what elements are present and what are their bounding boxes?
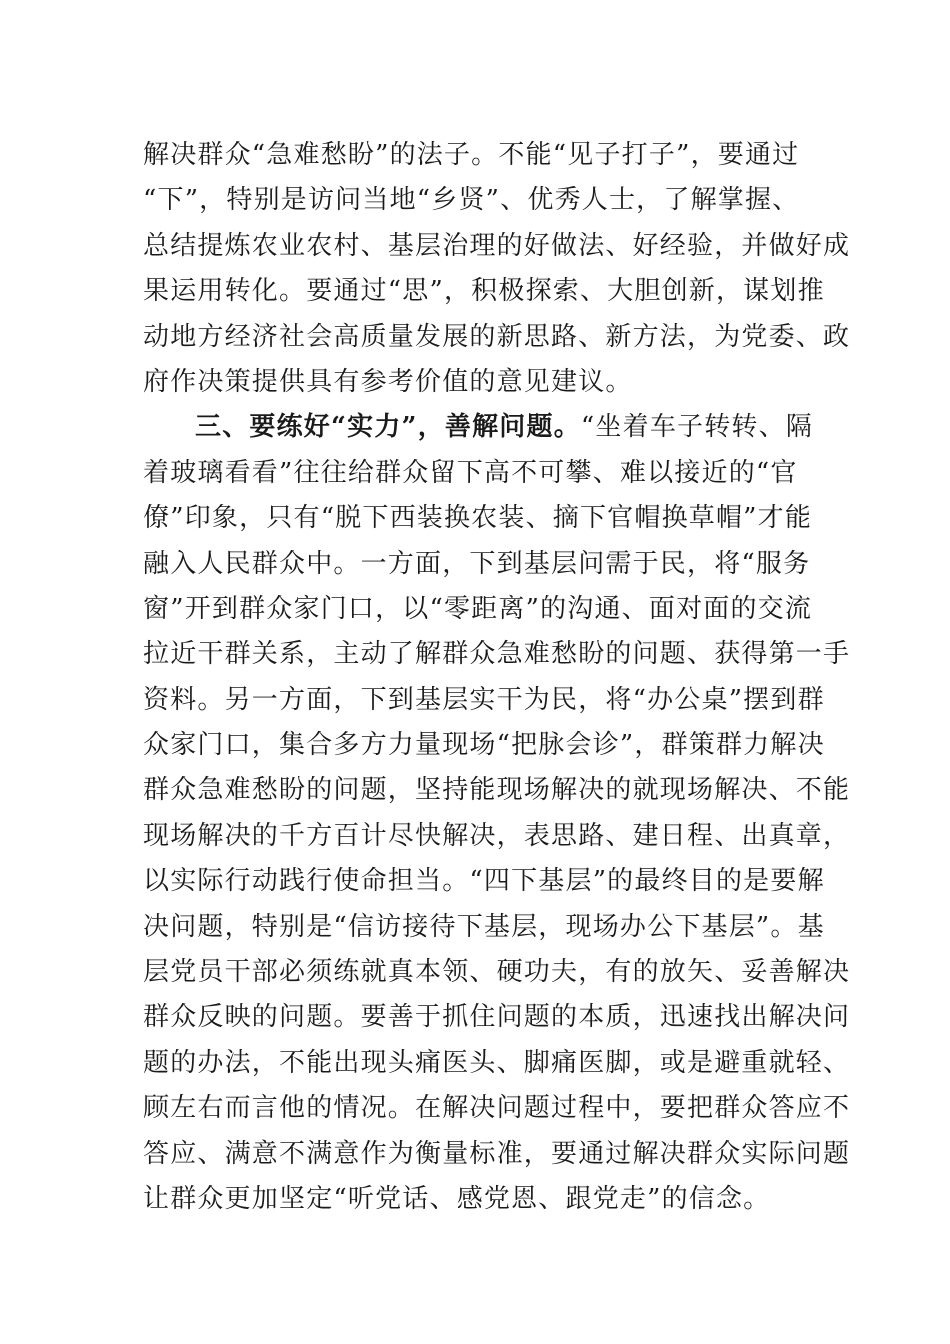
text-line: 窗”开到群众家门口，以“零距离”的沟通、面对面的交流: [143, 593, 813, 624]
text-line: 融入人民群众中。一方面，下到基层问需于民，将“服务: [143, 548, 811, 579]
text-line: 现场解决的千方百计尽快解决，表思路、建日程、出真章，: [143, 820, 851, 851]
text-line: 总结提炼农业农村、基层治理的好做法、好经验，并做好成: [143, 230, 851, 261]
text-line: 群众反映的问题。要善于抓住问题的本质，迅速找出解决问: [143, 1002, 851, 1033]
text-line: 层党员干部必须练就真本领、硬功夫，有的放矢、妥善解决: [143, 957, 851, 988]
text-line: 拉近干群关系，主动了解群众急难愁盼的问题、获得第一手: [143, 639, 851, 670]
paragraph-first-line: [143, 405, 814, 450]
text-span: “坐着车子转转、隔: [580, 412, 814, 443]
text-line: 以实际行动践行使命担当。“四下基层”的最终目的是要解: [143, 866, 825, 897]
text-line: 众家门口，集合多方力量现场“把脉会诊”，群策群力解决: [143, 730, 825, 761]
text-line: 着玻璃看看”往往给群众留下高不可攀、难以接近的“官: [143, 457, 798, 488]
text-line: 果运用转化。要通过“思”，积极探索、大胆创新，谋划推: [143, 276, 825, 307]
text-line: 顾左右而言他的情况。在解决问题过程中，要把群众答应不: [143, 1093, 851, 1124]
text-line: 题的办法，不能出现头痛医头、脚痛医脚，或是避重就轻、: [143, 1047, 851, 1078]
text-line: 僚”印象，只有“脱下西装换农装、摘下官帽换草帽”才能: [143, 503, 813, 534]
text-line: 决问题，特别是“信访接待下基层，现场办公下基层”。基: [143, 911, 825, 942]
text-line: 让群众更加坚定“听党话、感党恩、跟党走”的信念。: [143, 1183, 771, 1214]
text-line: 资料。另一方面，下到基层实干为民，将“办公桌”摆到群: [143, 684, 825, 715]
section-heading: 三、要练好“实力”，善解问题。: [195, 412, 581, 443]
text-line: 答应、满意不满意作为衡量标准，要通过解决群众实际问题: [143, 1138, 851, 1169]
document-body: [143, 133, 851, 1222]
text-line: “下”，特别是访问当地“乡贤”、优秀人士，了解掌握、: [143, 185, 800, 216]
text-line: 府作决策提供具有参考价值的意见建议。: [143, 366, 633, 397]
paragraph-2: [143, 405, 851, 1222]
text-line: 解决群众“急难愁盼”的法子。不能“见子打子”，要通过: [143, 140, 800, 170]
text-line: 动地方经济社会高质量发展的新思路、新方法，为党委、政: [143, 321, 851, 352]
text-line: 群众急难愁盼的问题，坚持能现场解决的就现场解决、不能: [143, 775, 851, 806]
paragraph-1: [143, 133, 851, 405]
